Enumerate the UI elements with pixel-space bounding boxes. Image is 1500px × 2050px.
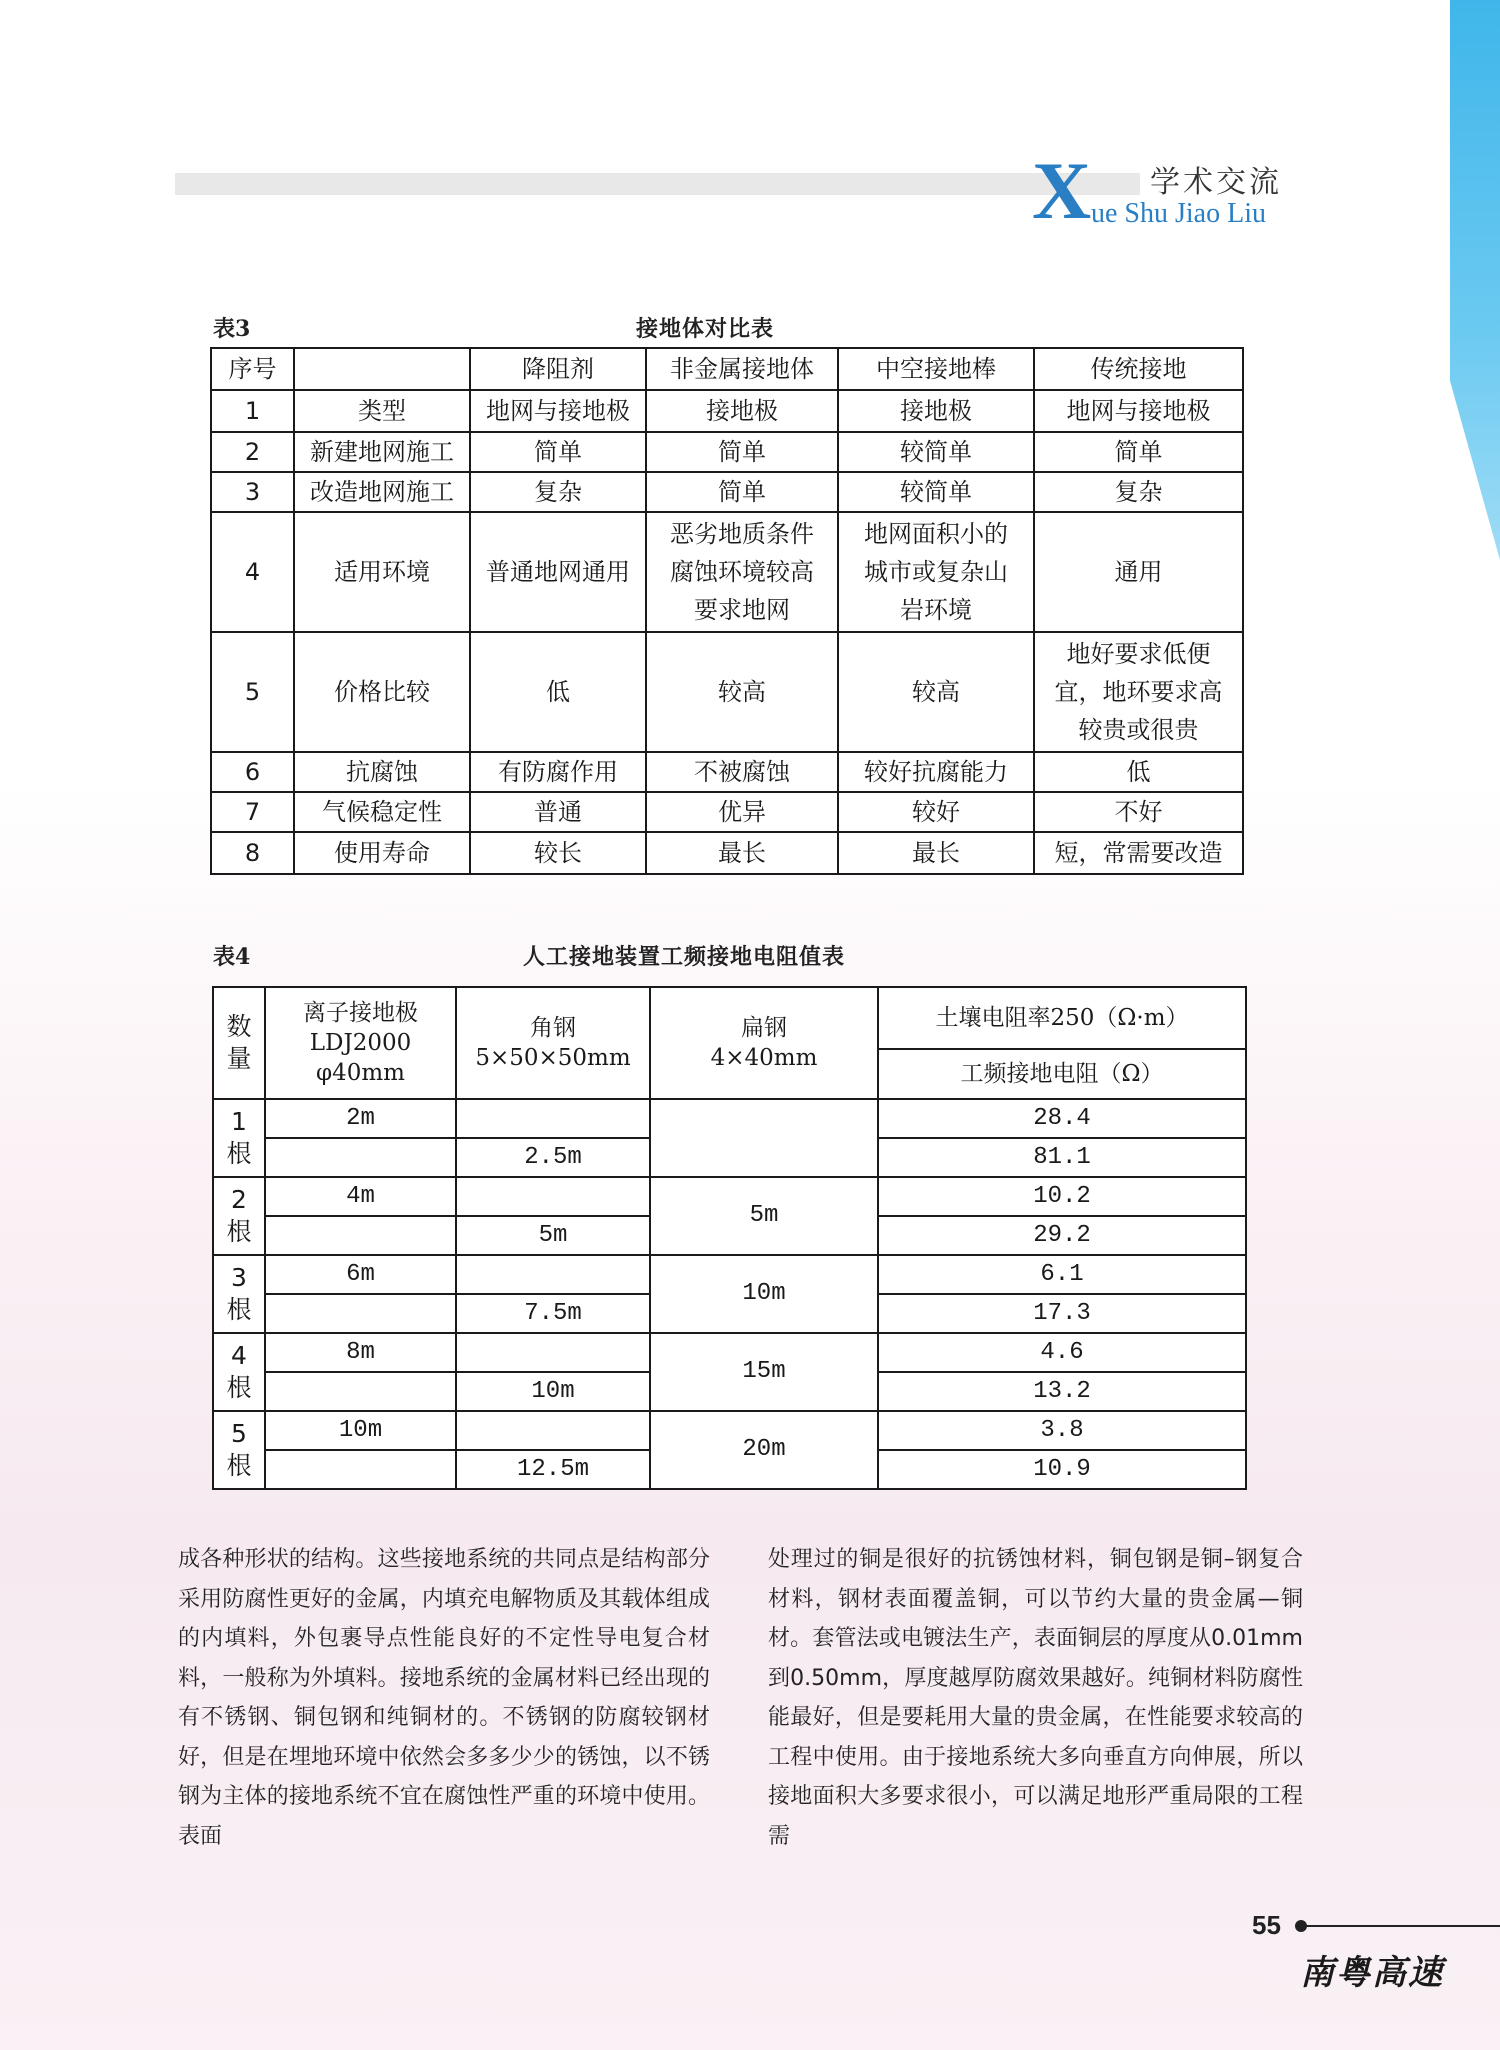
- table3-cell: 普通地网通用: [470, 512, 646, 632]
- section-initial: X: [1032, 145, 1092, 236]
- table3-row: [211, 472, 1243, 512]
- table4-flat-cell: 20m: [650, 1411, 878, 1489]
- table3-cell: 不被腐蚀: [646, 752, 838, 792]
- table3-cell: 7: [211, 792, 294, 832]
- table3-cell: 较简单: [838, 472, 1034, 512]
- table3-cell: 气候稳定性: [294, 792, 470, 832]
- table3-cell: 8: [211, 832, 294, 874]
- table3-row: [211, 390, 1243, 432]
- table3-cell: 最长: [646, 832, 838, 874]
- table3-cell: 短，常需要改造: [1034, 832, 1243, 874]
- table3-cell: 有防腐作用: [470, 752, 646, 792]
- table3-cell: 4: [211, 512, 294, 632]
- table3-cell: 改造地网施工: [294, 472, 470, 512]
- table3-cell: 简单: [646, 432, 838, 472]
- table3-number: 表3: [213, 316, 251, 342]
- table4-angle-cell: 2.5m: [456, 1138, 650, 1177]
- table3-cell: 较高: [646, 632, 838, 752]
- table4-ion-cell: 6m: [265, 1255, 456, 1294]
- table4-resistance-cell: 6.1: [878, 1255, 1246, 1294]
- table3-cell: 恶劣地质条件 腐蚀环境较高 要求地网: [646, 512, 838, 632]
- table3-cell: 地网与接地极: [470, 390, 646, 432]
- table4-resistance-cell: 17.3: [878, 1294, 1246, 1333]
- table4-resistance-cell: 28.4: [878, 1099, 1246, 1138]
- table3-header-cell: 中空接地棒: [838, 348, 1034, 390]
- table4-number: 表4: [213, 944, 251, 970]
- table3-title: 接地体对比表: [636, 316, 775, 342]
- table3-cell: 较好: [838, 792, 1034, 832]
- table4-quantity-cell: 3 根: [213, 1255, 265, 1333]
- table4-ion-cell: 4m: [265, 1177, 456, 1216]
- table3-header-cell: [294, 348, 470, 390]
- table3-cell: 最长: [838, 832, 1034, 874]
- table4-resistance-cell: 10.9: [878, 1450, 1246, 1489]
- table4-ion-cell: 10m: [265, 1411, 456, 1450]
- table4-resistance-cell: 4.6: [878, 1333, 1246, 1372]
- table4-resistance-cell: 13.2: [878, 1372, 1246, 1411]
- table4-quantity-cell: 4 根: [213, 1333, 265, 1411]
- table3-cell: 地网面积小的 城市或复杂山 岩环境: [838, 512, 1034, 632]
- table4-ion-cell: [265, 1138, 456, 1177]
- table4-flat-cell: [650, 1099, 878, 1177]
- table4-resistance-cell: 10.2: [878, 1177, 1246, 1216]
- table4-angle-cell: [456, 1411, 650, 1450]
- table3-cell: 地网与接地极: [1034, 390, 1243, 432]
- table4-row: [213, 1177, 1246, 1216]
- table3-row: [211, 512, 1243, 632]
- decorative-stripe: [1450, 0, 1500, 560]
- table3-cell: 适用环境: [294, 512, 470, 632]
- body-paragraph-right: 处理过的铜是很好的抗锈蚀材料，铜包钢是铜–钢复合材料，钢材表面覆盖铜，可以节约大量的贵金属—铜材。套管法或电镀法生产，表面铜层的厚度从0.01mm到0.50mm，厚度越厚防腐效果越好。纯铜材料防腐性能最好，但是要耗用大量的贵金属，在性能要求较高的工程中使用。由于接地系统大多向垂直方向伸展，所以接地面积大多要求很小，可以满足地形严重局限的工程需: [768, 1547, 1303, 1849]
- table3-cell: 5: [211, 632, 294, 752]
- table3: [210, 347, 1244, 875]
- table3-cell: 类型: [294, 390, 470, 432]
- table3-header-cell: 传统接地: [1034, 348, 1243, 390]
- table3-cell: 复杂: [470, 472, 646, 512]
- table4: [212, 986, 1247, 1490]
- table4-ion-cell: 8m: [265, 1333, 456, 1372]
- table4-quantity-cell: 1 根: [213, 1099, 265, 1177]
- table3-cell: 复杂: [1034, 472, 1243, 512]
- table3-cell: 接地极: [646, 390, 838, 432]
- table4-flat-cell: 10m: [650, 1255, 878, 1333]
- table4-ion-cell: [265, 1372, 456, 1411]
- table3-row: [211, 432, 1243, 472]
- table4-ion-cell: [265, 1216, 456, 1255]
- table3-cell: 价格比较: [294, 632, 470, 752]
- table3-cell: 2: [211, 432, 294, 472]
- table4-angle-cell: [456, 1333, 650, 1372]
- section-title-cn: 学术交流: [1150, 165, 1282, 200]
- table4-angle-cell: 10m: [456, 1372, 650, 1411]
- table4-flat-cell: 5m: [650, 1177, 878, 1255]
- table3-cell: 普通: [470, 792, 646, 832]
- table4-ion-cell: 2m: [265, 1099, 456, 1138]
- table3-cell: 简单: [470, 432, 646, 472]
- table4-row: [213, 1333, 1246, 1372]
- table3-cell: 地好要求低便 宜，地环要求高 较贵或很贵: [1034, 632, 1243, 752]
- body-column-left: [178, 1540, 710, 1856]
- table3-cell: 通用: [1034, 512, 1243, 632]
- table3-cell: 使用寿命: [294, 832, 470, 874]
- table4-header-ion-electrode: 离子接地极 LDJ2000 φ40mm: [265, 987, 456, 1099]
- table4-angle-cell: [456, 1255, 650, 1294]
- table4-resistance-cell: 81.1: [878, 1138, 1246, 1177]
- table3-cell: 低: [1034, 752, 1243, 792]
- body-column-right: [768, 1540, 1303, 1856]
- table3-cell: 较简单: [838, 432, 1034, 472]
- table4-angle-cell: 7.5m: [456, 1294, 650, 1333]
- table3-row: [211, 792, 1243, 832]
- table3-cell: 较高: [838, 632, 1034, 752]
- table3-cell: 不好: [1034, 792, 1243, 832]
- table3-header-cell: 非金属接地体: [646, 348, 838, 390]
- table3-cell: 较长: [470, 832, 646, 874]
- table3-row: [211, 632, 1243, 752]
- table3-cell: 新建地网施工: [294, 432, 470, 472]
- table4-row: [213, 1411, 1246, 1450]
- table4-header-soil-resistivity: 土壤电阻率250（Ω·m）: [878, 987, 1246, 1049]
- table3-header-cell: 降阻剂: [470, 348, 646, 390]
- table4-quantity-cell: 5 根: [213, 1411, 265, 1489]
- table3-row: [211, 832, 1243, 874]
- table3-cell: 较好抗腐能力: [838, 752, 1034, 792]
- table3-cell: 1: [211, 390, 294, 432]
- page-number: 55: [1252, 1910, 1281, 1940]
- header-bar: [175, 173, 1140, 195]
- table4-resistance-cell: 29.2: [878, 1216, 1246, 1255]
- table3-cell: 6: [211, 752, 294, 792]
- table4-angle-cell: 12.5m: [456, 1450, 650, 1489]
- table3-cell: 3: [211, 472, 294, 512]
- table4-angle-cell: 5m: [456, 1216, 650, 1255]
- table4-row: [213, 1099, 1246, 1138]
- table4-row: [213, 1255, 1246, 1294]
- table3-cell: 低: [470, 632, 646, 752]
- table4-angle-cell: [456, 1177, 650, 1216]
- table3-cell: 简单: [1034, 432, 1243, 472]
- page-rule: [1302, 1925, 1500, 1927]
- table4-flat-cell: 15m: [650, 1333, 878, 1411]
- table3-cell: 抗腐蚀: [294, 752, 470, 792]
- table3-cell: 接地极: [838, 390, 1034, 432]
- table4-header-resistance: 工频接地电阻（Ω）: [878, 1049, 1246, 1099]
- table4-ion-cell: [265, 1294, 456, 1333]
- table4-ion-cell: [265, 1450, 456, 1489]
- table4-header-row: [213, 987, 1246, 1049]
- table4-quantity-cell: 2 根: [213, 1177, 265, 1255]
- table4-header-flat-steel: 扁钢 4×40mm: [650, 987, 878, 1099]
- table3-header-row: [211, 348, 1243, 390]
- table3-header-cell: 序号: [211, 348, 294, 390]
- table3-cell: 简单: [646, 472, 838, 512]
- table3-row: [211, 752, 1243, 792]
- brand-logo: 南粤高速: [1300, 1953, 1444, 1993]
- table4-header-quantity: 数 量: [213, 987, 265, 1099]
- table3-cell: 优异: [646, 792, 838, 832]
- table4-title: 人工接地装置工频接地电阻值表: [523, 944, 846, 970]
- body-paragraph-left: 成各种形状的结构。这些接地系统的共同点是结构部分采用防腐性更好的金属，内填充电解物质及其载体组成的内填料，外包裹导点性能良好的不定性导电复合材料，一般称为外填料。接地系统的金属材料已经出现的有不锈钢、铜包钢和纯铜材的。不锈钢的防腐较钢材好，但是在埋地环境中依然会多多少少的锈蚀，以不锈钢为主体的接地系统不宜在腐蚀性严重的环境中使用。表面: [178, 1547, 710, 1849]
- table4-angle-cell: [456, 1099, 650, 1138]
- table4-header-angle-steel: 角钢 5×50×50mm: [456, 987, 650, 1099]
- section-title-en: ue Shu Jiao Liu: [1091, 198, 1266, 229]
- table4-resistance-cell: 3.8: [878, 1411, 1246, 1450]
